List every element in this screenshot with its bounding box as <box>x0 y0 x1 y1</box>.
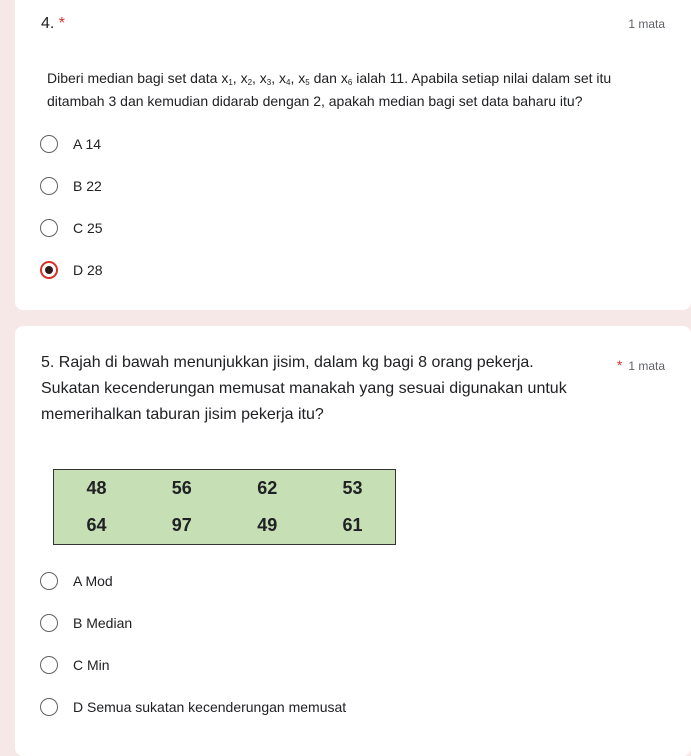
radio-button-selected[interactable] <box>40 261 58 279</box>
table-cell: 62 <box>257 478 278 498</box>
radio-button[interactable] <box>40 219 58 237</box>
var-x4: $x_4$ <box>279 70 291 87</box>
question-text <box>41 376 671 428</box>
option-a[interactable] <box>40 131 640 157</box>
option-label: B 22 <box>73 178 102 194</box>
table-cell: 49 <box>257 515 278 535</box>
var-x3: $x_3$ <box>259 70 272 87</box>
option-d[interactable] <box>40 257 640 283</box>
question-text-rest: ialah 11. Apabila setiap nilai dalam set itu <box>352 70 612 86</box>
table-row <box>54 470 396 508</box>
required-asterisk: * <box>58 15 66 32</box>
option-label: A 14 <box>73 136 102 152</box>
var-x5: $x_5$ <box>298 70 310 87</box>
radio-button[interactable] <box>40 698 58 716</box>
radio-button[interactable] <box>40 572 58 590</box>
question-title: 5. Rajah di bawah menunjukkan jisim, dalam kg bagi 8 orang pekerja. <box>41 354 534 371</box>
points-text: 1 mata <box>628 359 665 373</box>
option-a[interactable] <box>40 568 640 594</box>
mass-data-table <box>53 469 396 545</box>
option-b[interactable] <box>40 610 640 636</box>
radio-button[interactable] <box>40 614 58 632</box>
question-number-text: 4. <box>41 15 55 32</box>
table-cell: 53 <box>342 478 363 498</box>
radio-button[interactable] <box>40 656 58 674</box>
option-d[interactable] <box>40 694 640 720</box>
option-label: D Semua sukatan kecenderungan memusat <box>73 699 347 715</box>
radio-button[interactable] <box>40 177 58 195</box>
table-cell: 64 <box>86 515 107 535</box>
table-cell: 48 <box>86 478 107 498</box>
question-number <box>41 15 65 33</box>
table-cell: 56 <box>171 478 192 498</box>
required-asterisk: * <box>616 357 623 373</box>
question-text-line3: memerihalkan taburan jisim pekerja itu? <box>41 406 324 423</box>
points-label <box>617 357 665 373</box>
var-x2: $x_2$ <box>240 70 253 87</box>
option-label: C 25 <box>73 220 103 236</box>
question-text: Diberi median bagi set data $x_1$, $x_2$, $x_3$, $x_4$, $x_5$ dan $x_6$ ialah 11. Apabila setiap nilai dalam set itu ditambah 3 dan kemudian didarab dengan 2, apakah median bagi set data baharu itu? <box>47 70 612 109</box>
question-text-intro: Diberi median bagi set data <box>47 70 222 86</box>
option-b[interactable] <box>40 173 640 199</box>
option-c[interactable] <box>40 652 640 678</box>
option-label: B Median <box>73 615 133 631</box>
question-text-line2: Sukatan kecenderungan memusat manakah yang sesuai digunakan untuk <box>41 380 567 397</box>
question-text-dan: dan <box>309 70 341 86</box>
var-x6: $x_6$ <box>340 70 353 87</box>
option-label: C Min <box>73 657 110 673</box>
radio-button[interactable] <box>40 135 58 153</box>
points-label: 1 mata <box>628 17 665 31</box>
table-row <box>54 507 396 545</box>
option-label: D 28 <box>73 262 103 278</box>
question-card-4 <box>15 0 691 310</box>
var-x1: $x_1$ <box>221 70 233 87</box>
option-c[interactable] <box>40 215 640 241</box>
table-cell: 61 <box>342 515 363 535</box>
table-cell: 97 <box>171 515 192 535</box>
question-text-line2: ditambah 3 dan kemudian didarab dengan 2, apakah median bagi set data baharu itu? <box>47 93 583 109</box>
option-label: A Mod <box>73 573 113 589</box>
question-card-5 <box>15 326 691 756</box>
